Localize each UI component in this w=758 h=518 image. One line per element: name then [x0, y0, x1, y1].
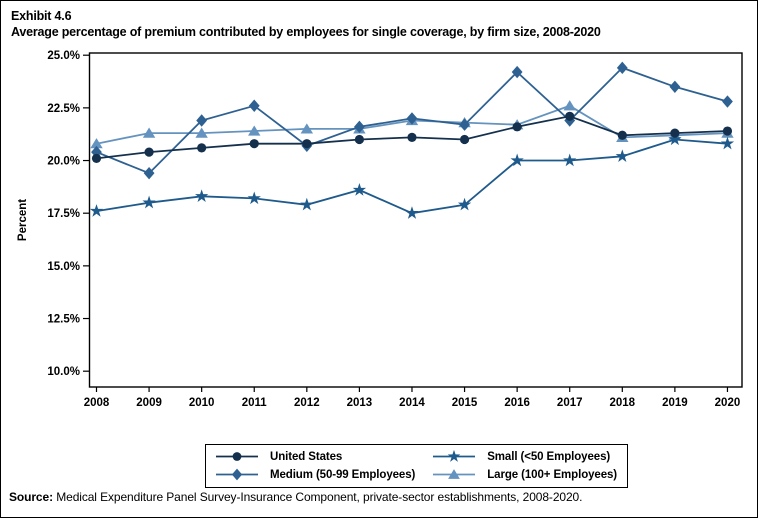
- legend-item: [431, 449, 617, 464]
- y-tick-label: 10.0%: [47, 366, 80, 379]
- y-tick-label: 15.0%: [47, 260, 80, 273]
- legend-label: Small (<50 Employees): [487, 450, 611, 463]
- x-tick-label: 2008: [83, 397, 110, 409]
- y-tick-label: 22.5%: [47, 102, 80, 115]
- x-tick-label: 2012: [294, 397, 320, 409]
- x-tick-label: 2019: [662, 397, 688, 409]
- y-tick-label: 25.0%: [47, 50, 80, 63]
- y-tick-label: 17.5%: [47, 208, 80, 221]
- y-tick-label: 20.0%: [47, 155, 80, 168]
- exhibit-number: Exhibit 4.6: [11, 9, 72, 23]
- line-chart: [1, 1, 758, 439]
- x-tick-label: 2018: [609, 397, 636, 409]
- legend: [205, 444, 628, 488]
- source-note: [9, 490, 582, 504]
- star-marker-icon: [431, 449, 477, 464]
- series-diamond: [91, 62, 733, 180]
- x-tick-label: 2013: [346, 397, 373, 409]
- figure-title: Average percentage of premium contributed by employees for single coverage, by firm size, 2008-2020: [11, 25, 601, 39]
- legend-item: [431, 467, 617, 482]
- diamond-marker-icon: [214, 467, 260, 482]
- x-tick-label: 2010: [188, 397, 215, 409]
- legend-label: Large (100+ Employees): [487, 468, 618, 481]
- legend-label: United States: [270, 450, 343, 463]
- y-axis-title: Percent: [17, 198, 29, 242]
- legend-item: [214, 449, 415, 464]
- x-tick-label: 2017: [556, 397, 583, 409]
- circle-marker-icon: [214, 449, 260, 464]
- series-star: [90, 132, 734, 218]
- x-tick-label: 2020: [714, 397, 741, 409]
- triangle-marker-icon: [431, 467, 477, 482]
- x-tick-label: 2014: [399, 397, 425, 409]
- x-tick-label: 2016: [504, 397, 530, 409]
- source-text: Medical Expenditure Panel Survey-Insurance Component, private-sector establishments, 2008-2020.: [52, 490, 583, 504]
- legend-item: [214, 467, 415, 482]
- x-tick-label: 2011: [241, 397, 267, 409]
- x-tick-label: 2015: [451, 397, 478, 409]
- y-tick-label: 12.5%: [47, 313, 80, 326]
- legend-label: Medium (50-99 Employees): [270, 468, 416, 481]
- source-label: Source:: [9, 490, 53, 504]
- x-tick-label: 2009: [136, 397, 162, 409]
